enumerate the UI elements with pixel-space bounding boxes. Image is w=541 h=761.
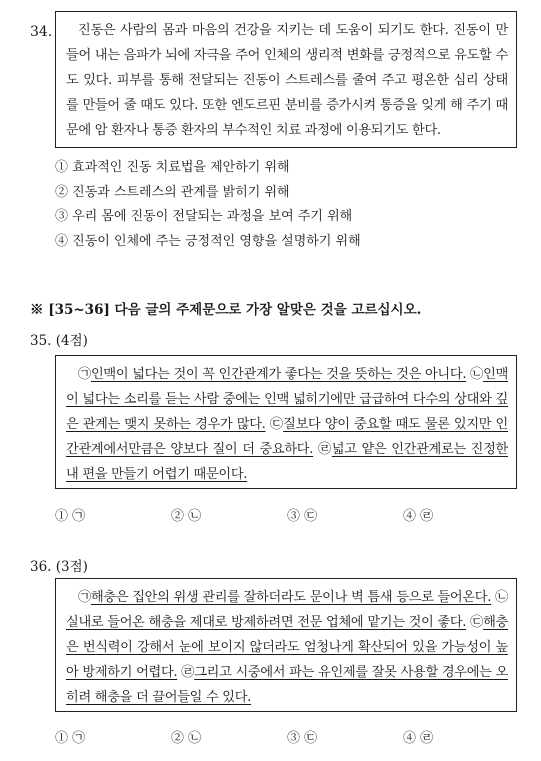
question-34-options	[55, 156, 361, 254]
question-35-mark-1: ㉠	[78, 367, 91, 382]
question-36-sentence-4: 그리고 시중에서 파는 유인제를 잘못 사용할 경우에는 오히려 해충을 더 끌어들일 수 있다.	[66, 665, 508, 705]
question-34-passage-box	[55, 11, 517, 148]
question-36-points: (3점)	[55, 559, 88, 575]
question-35-sentence-2: 인맥이 넓다는 소리를 듣는 사람 중에는 인맥 넓히기에만 급급하여 다수의 상대와 깊은 관계는 맺지 못하는 경우가 많다.	[66, 367, 509, 432]
question-34-number: 34.	[30, 24, 53, 40]
question-36-sentence-3: 해충은 번식력이 강해서 눈에 보이지 않더라도 엄청나게 확산되어 있을 가능성이 높아 방제하기 어렵다.	[66, 615, 508, 680]
question-35-sentence-1: 인맥이 넓다는 것이 꼭 인간관계가 좋다는 것을 뜻하는 것은 아니다.	[90, 367, 467, 382]
question-36-option-4[interactable]: ④ ㉣	[403, 731, 434, 746]
question-36-option-1[interactable]: ① ㉠	[55, 731, 86, 746]
question-35-option-1[interactable]: ① ㉠	[55, 509, 86, 524]
question-35-mark-2: ㉡	[470, 367, 484, 382]
question-34-option-4[interactable]: ④ 진동이 인체에 주는 긍정적인 영향을 설명하기 위해	[55, 233, 361, 249]
question-36-passage	[66, 585, 508, 710]
question-36-mark-4: ㉣	[181, 665, 195, 680]
question-34-option-2[interactable]: ② 진동과 스트레스의 관계를 밝히기 위해	[55, 184, 290, 200]
question-35-mark-3: ㉢	[269, 417, 284, 432]
question-34-passage: 진동은 사람의 몸과 마음의 건강을 지키는 데 도움이 되기도 한다. 진동이 만들어 내는 음파가 뇌에 자극을 주어 인체의 생리적 변화를 긍정적으로 유도할 수도 있다. 피부를 통해 전달되는 진동이 스트레스를 줄여 주고 평온한 심리 상태를 만들어 줄 때도 있다. 또한 엔도르핀 분비를 증가시켜 통증을 잊게 해 주기 때문에 암 환자나 통증 환자의 부수적인 치료 과정에 이용되기도 한다.	[66, 23, 508, 138]
question-35-options	[55, 505, 475, 525]
question-35-number: 35.	[30, 333, 52, 349]
question-35-option-3[interactable]: ③ ㉢	[287, 509, 318, 524]
question-34-option-1[interactable]: ① 효과적인 진동 치료법을 제안하기 위해	[55, 160, 290, 175]
question-36-header	[30, 555, 88, 575]
question-35-option-4[interactable]: ④ ㉣	[403, 509, 434, 524]
question-36-sentence-1: 해충은 집안의 위생 관리를 잘하더라도 문이나 벽 틈새 등으로 들어온다.	[90, 590, 492, 605]
question-36-option-2[interactable]: ② ㉡	[171, 731, 202, 746]
question-36-number: 36.	[30, 559, 52, 575]
question-35-mark-4: ㉣	[317, 442, 332, 457]
section-instruction: ※ [35~36] 다음 글의 주제문으로 가장 알맞은 것을 고르십시오.	[30, 302, 422, 318]
question-36-passage-box	[55, 578, 517, 712]
question-36-sentence-2: 실내로 들어온 해충을 제대로 방제하려면 전문 업체에 맡기는 것이 좋다.	[66, 615, 467, 630]
question-35-sentence-4: 넓고 얕은 인간관계로는 진정한 내 편을 만들기 어렵기 때문이다.	[66, 442, 508, 482]
question-34-option-3[interactable]: ③ 우리 몸에 진동이 전달되는 과정을 보여 주기 위해	[55, 209, 353, 224]
question-36-mark-3: ㉢	[470, 615, 484, 630]
question-36-mark-1: ㉠	[78, 590, 91, 605]
question-36-options	[55, 727, 475, 747]
question-36-mark-2: ㉡	[495, 590, 508, 605]
question-36-option-3[interactable]: ③ ㉢	[287, 731, 318, 746]
question-35-passage-box	[55, 355, 517, 489]
question-35-header	[30, 329, 88, 349]
question-35-sentence-3: 질보다 양이 중요할 때도 물론 있지만 인간관계에서만큼은 양보다 질이 더 중요하다.	[66, 417, 508, 457]
question-35-points: (4점)	[55, 333, 88, 349]
question-35-option-2[interactable]: ② ㉡	[171, 509, 202, 524]
question-35-passage	[66, 362, 508, 487]
